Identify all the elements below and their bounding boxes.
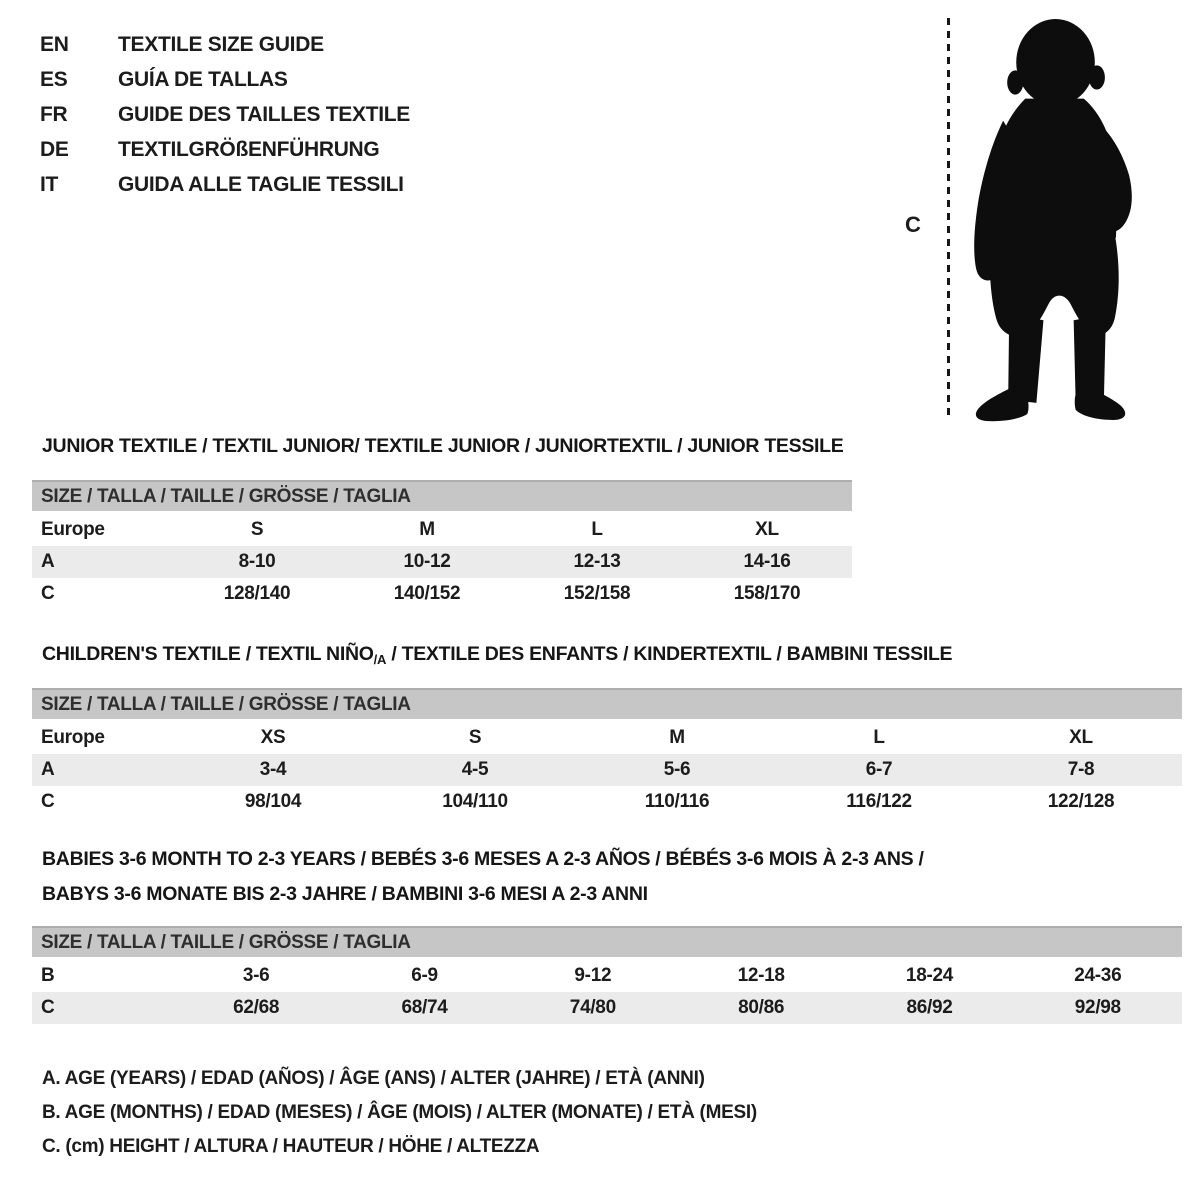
language-row <box>40 132 410 167</box>
table-row <box>32 514 852 546</box>
toddler-head <box>1016 19 1095 106</box>
language-row <box>40 97 410 132</box>
babies-size-table <box>32 926 1182 1024</box>
table-cell: 6-9 <box>411 965 438 986</box>
table-row <box>32 960 1182 992</box>
table-cell: S <box>250 519 264 540</box>
language-row <box>40 62 410 97</box>
table-cell: 3-4 <box>259 759 287 780</box>
language-row <box>40 167 410 202</box>
table-cell: 18-24 <box>905 965 954 986</box>
junior-size-table <box>32 480 852 610</box>
babies-title-line1: BABIES 3-6 MONTH TO 2-3 YEARS / BEBÉS 3-6 MESES A 2-3 AÑOS / BÉBÉS 3-6 MOIS À 2-3 ANS / <box>42 848 924 870</box>
table-cell: M <box>419 519 435 540</box>
table-cell: 24-36 <box>1074 965 1122 986</box>
table-cell: 80/86 <box>738 997 785 1018</box>
legend-line-a: A. AGE (YEARS) / EDAD (AÑOS) / ÂGE (ANS) / ALTER (JAHRE) / ETÀ (ANNI) <box>42 1068 705 1089</box>
table-cell: 86/92 <box>906 997 953 1018</box>
table-cell: L <box>591 519 603 540</box>
table-cell: 12-13 <box>573 551 621 572</box>
height-measure-dashed-line <box>947 18 950 415</box>
table-cell: 116/122 <box>846 791 912 812</box>
size-table-header: SIZE / TALLA / TAILLE / GRÖSSE / TAGLIA <box>32 480 852 511</box>
table-cell: L <box>873 727 885 748</box>
table-cell: 4-5 <box>461 759 489 780</box>
children-section-title <box>42 642 952 672</box>
language-title: GUÍA DE TALLAS <box>118 68 288 91</box>
table-cell: 3-6 <box>242 965 270 986</box>
size-table-header: SIZE / TALLA / TAILLE / GRÖSSE / TAGLIA <box>32 688 1182 719</box>
language-code: EN <box>40 33 69 56</box>
children-title-rest: / TEXTILE DES ENFANTS / KINDERTEXTIL / BAMBINI TESSILE <box>386 643 953 665</box>
legend-line-b: B. AGE (MONTHS) / EDAD (MESES) / ÂGE (MOIS) / ALTER (MONATE) / ETÀ (MESI) <box>42 1102 757 1123</box>
table-cell: 62/68 <box>233 997 280 1018</box>
table-cell: 140/152 <box>393 583 461 604</box>
table-cell: 5-6 <box>663 759 691 780</box>
table-cell: 7-8 <box>1067 759 1095 780</box>
row-label: A <box>41 759 55 780</box>
row-label: C <box>41 583 55 604</box>
row-label: C <box>41 791 55 812</box>
table-row <box>32 992 1182 1024</box>
table-cell: 14-16 <box>743 551 791 572</box>
table-cell: 98/104 <box>244 791 302 812</box>
table-row <box>32 578 852 610</box>
legend-line-c: C. (cm) HEIGHT / ALTURA / HAUTEUR / HÖHE / ALTEZZA <box>42 1136 540 1157</box>
height-measure-label: C <box>905 212 921 237</box>
size-table-header: SIZE / TALLA / TAILLE / GRÖSSE / TAGLIA <box>32 926 1182 957</box>
row-label: A <box>41 551 55 572</box>
children-title-main: CHILDREN'S TEXTILE / TEXTIL NIÑO <box>42 643 374 665</box>
table-cell: 110/116 <box>644 791 710 812</box>
language-title: TEXTILGRÖßENFÜHRUNG <box>118 138 380 161</box>
babies-title-line2: BABYS 3-6 MONATE BIS 2-3 JAHRE / BAMBINI 3-6 MESI A 2-3 ANNI <box>42 883 648 905</box>
language-code: IT <box>40 173 59 196</box>
table-cell: XL <box>1069 727 1093 748</box>
babies-section-title <box>42 842 924 912</box>
table-cell: 122/128 <box>1047 791 1115 812</box>
table-cell: 9-12 <box>574 965 612 986</box>
toddler-silhouette-icon <box>962 14 1140 422</box>
language-code: ES <box>40 68 68 91</box>
table-cell: 10-12 <box>403 551 451 572</box>
language-title: GUIDE DES TAILLES TEXTILE <box>118 103 410 126</box>
legend <box>42 1062 757 1164</box>
children-size-table <box>32 688 1182 818</box>
language-code: FR <box>40 103 68 126</box>
children-title-sub: /A <box>373 652 387 667</box>
table-cell: 92/98 <box>1074 997 1121 1018</box>
language-title-list <box>40 27 410 202</box>
language-title: GUIDA ALLE TAGLIE TESSILI <box>118 173 404 196</box>
table-cell: S <box>468 727 482 748</box>
table-row <box>32 722 1182 754</box>
row-label: C <box>41 997 55 1018</box>
table-cell: 104/110 <box>442 791 508 812</box>
table-cell: 6-7 <box>865 759 893 780</box>
language-row <box>40 27 410 62</box>
language-title: TEXTILE SIZE GUIDE <box>118 33 324 56</box>
row-label: Europe <box>41 727 105 748</box>
table-row <box>32 546 852 578</box>
junior-section-title: JUNIOR TEXTILE / TEXTIL JUNIOR/ TEXTILE JUNIOR / JUNIORTEXTIL / JUNIOR TESSILE <box>42 435 844 457</box>
table-cell: 158/170 <box>733 583 801 604</box>
table-cell: 128/140 <box>223 583 291 604</box>
table-cell: XS <box>260 727 286 748</box>
row-label: Europe <box>41 519 105 540</box>
table-cell: 12-18 <box>737 965 785 986</box>
row-label: B <box>41 965 55 986</box>
table-row <box>32 754 1182 786</box>
table-cell: 74/80 <box>569 997 616 1018</box>
table-cell: XL <box>755 519 779 540</box>
table-cell: M <box>669 727 685 748</box>
table-cell: 152/158 <box>563 583 631 604</box>
language-code: DE <box>40 138 69 161</box>
table-row <box>32 786 1182 818</box>
table-cell: 68/74 <box>401 997 448 1018</box>
table-cell: 8-10 <box>238 551 276 572</box>
